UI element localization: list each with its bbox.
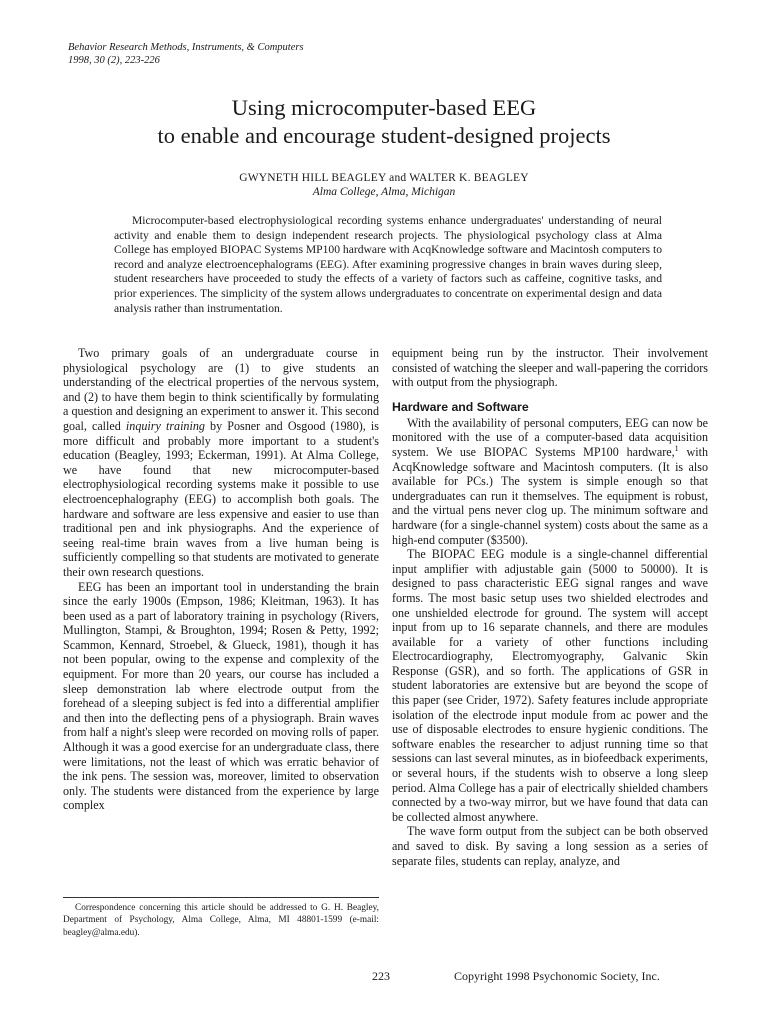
paragraph: The BIOPAC EEG module is a single-channel differential input amplifier with adjustable gain (5000 to 50000). It is designed to pass characteristic EEG signal ranges and wave forms. The most basic setup uses two shielded electrodes and one unshielded electrode for ground. The system will accept input from up to 16 separate channels, and there are modules available for a variety of other functions including Electrocardiography, Electromyography, Galvanic Skin Response (GSR), and so forth. The applications of GSR in student laboratories are extensive but are beyond the scope of this paper (see Crider, 1972). Safety features include appropriate isolation of the electrode input module from ac power and the use of disposable electrodes to ensure hygienic conditions. The software enables the researcher to adjust running time so that sessions can last several minutes, as in biofeedback experiments, or several hours, if the students wish to observe a long sleep period. Alma College has a pair of electrically shielded chambers connected by a two-way mirror, but we have found that data can be collected almost anywhere. xyxy=(392,547,708,824)
section-heading: Hardware and Software xyxy=(392,399,529,414)
affiliation: Alma College, Alma, Michigan xyxy=(312,186,456,198)
title-line-2: to enable and encourage student-designed projects xyxy=(157,123,611,148)
left-column xyxy=(63,346,379,813)
copyright-notice: Copyright 1998 Psychonomic Society, Inc. xyxy=(454,969,660,983)
journal-header xyxy=(68,41,304,67)
page-number: 223 xyxy=(372,969,390,983)
abstract xyxy=(114,214,662,316)
journal-name: Behavior Research Methods, Instruments, & Computers xyxy=(68,42,304,53)
authors: GWYNETH HILL BEAGLEY and WALTER K. BEAGLEY xyxy=(239,172,529,184)
paragraph: Two primary goals of an undergraduate course in physiological psychology are (1) to give students an understanding of the electrical properties of the nervous system, and (2) to have them begin to think scientifically by formulating a question and designing an experiment to answer it. This second goal, called inquiry training by Posner and Osgood (1980), is more difficult and probably more important to a student's education (Beagley, 1993; Eckerman, 1991). At Alma College, we have found that new microcomputer-based electrophysiological recording systems make it possible to use electroencephalography (EEG) to accomplish both goals. The hardware and software are less expensive and easier to use than traditional pen and ink physiographs. And the experience of seeing real-time brain waves from a live human being is sufficiently compelling so that students are motivated to generate their own research questions. xyxy=(63,346,379,579)
footnote-marker[interactable]: 1 xyxy=(674,443,679,453)
footnote-divider xyxy=(63,897,379,898)
footnote xyxy=(63,902,379,939)
paragraph: With the availability of personal computers, EEG can now be monitored with the use of a computer-based data acquisition system. We use BIOPAC Systems MP100 hardware,$^1$ with AcqKnowledge software and Macintosh computers. (It is also available for PCs.) The system is simple enough so that undergraduates can run it themselves. The equipment is robust, and the virtual pens never clog up. The minimum software and hardware (for a single-channel system) costs about the same as a high-end computer ($3500). xyxy=(392,415,708,547)
paragraph: EEG has been an important tool in understanding the brain since the early 1900s (Empson, 1986; Kleitman, 1963). It has been used as a part of laboratory training in psychology (Rivers, Mullington, Stampi, & Broughton, 1994; Rosen & Petty, 1992; Scammon, Kennard, Stroebel, & Glueck, 1981), though it has not been popular, owing to the expense and complexity of the equipment. For more than 20 years, our course has included a sleep demonstration lab where electrode output from the forehead of a sleeping subject is fed into a differential amplifier and then into the deflecting pens of a physiograph. Brain waves from half a night's sleep were recorded on moving rolls of paper. Although it was a good exercise for an undergraduate class, there were limitations, not the least of which was erratic behavior of the ink pens. The session was, moreover, limited to observation only. The students were distanced from the experience by large complex xyxy=(63,579,379,813)
article-title xyxy=(40,94,728,150)
paragraph: equipment being run by the instructor. Their involvement consisted of watching the sleeper and wall-papering the corridors with output from the physiograph. xyxy=(392,346,708,390)
footnote-text: Correspondence concerning this article should be addressed to G. H. Beagley, Department of Psychology, Alma College, Alma, MI 48801-1599 (e-mail: beagley@alma.edu). xyxy=(63,903,379,938)
title-line-1: Using microcomputer-based EEG xyxy=(231,95,537,120)
right-column xyxy=(392,346,708,868)
emphasis-term: inquiry training xyxy=(125,418,205,433)
abstract-text: Microcomputer-based electrophysiological recording systems enhance undergraduates' understanding of neural activity and enable them to design independent research projects. The physiological psychology class at Alma College has employed BIOPAC Systems MP100 hardware with AcqKnowledge software and Macintosh computers to record and analyze electroencephalograms (EEG). After examining progressive changes in brain waves during sleep, student researchers have proceeded to study the effects of a variety of factors such as caffeine, cognitive tasks, and prior experiences. The simplicity of the system allows undergraduates to concentrate on experimental design and data analysis rather than instrumentation. xyxy=(114,214,662,315)
paragraph: The wave form output from the subject can be both observed and saved to disk. By saving a long session as a series of separate files, students can replay, analyze, and xyxy=(392,824,708,868)
journal-citation: 1998, 30 (2), 223-226 xyxy=(68,55,160,66)
